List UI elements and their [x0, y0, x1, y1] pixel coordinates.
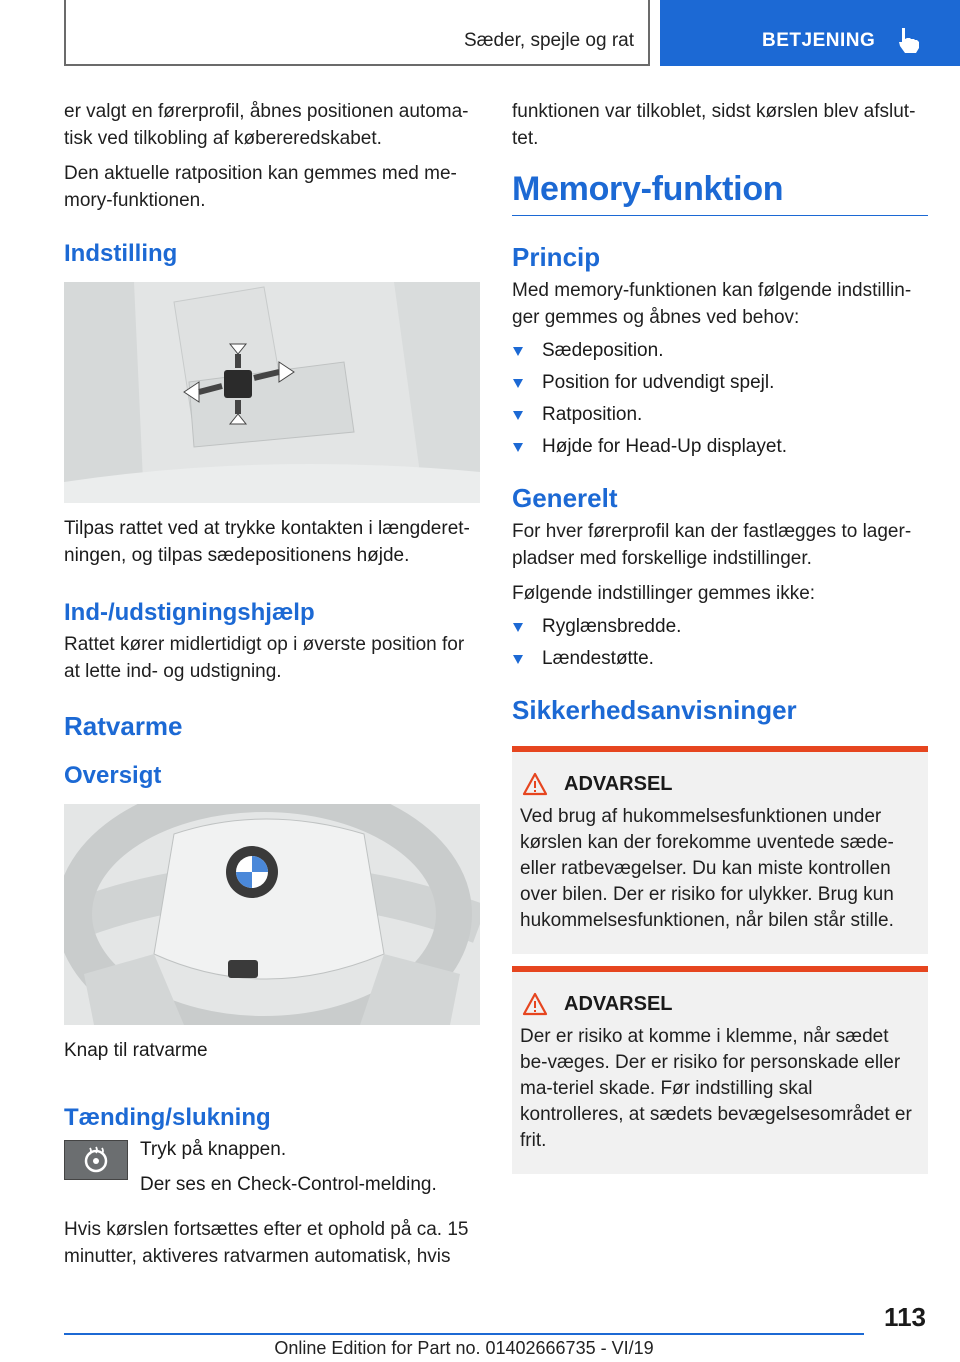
warning-text: Der er risiko at komme i klemme, når sædet be-væges. Der er risiko for personskade eller ma-teriel skade. Før indstilling skal kontrolleres, at sædets bevægelsesområdet er frit. — [520, 1026, 912, 1151]
steering-wheel-image — [64, 804, 480, 1025]
generelt-paragraph-1: For hver førerprofil kan der fastlægges to lager-pladser med forskellige indstillinger. — [512, 521, 912, 569]
right-column — [512, 98, 928, 1174]
intro-paragraph-1: er valgt en førerprofil, åbnes positionen automa-tisk ved tilkobling af købereredskabet. — [64, 101, 469, 149]
closing-paragraph: Hvis kørslen fortsættes efter et ophold på ca. 15 minutter, aktiveres ratvarmen automatisk, hvis — [64, 1219, 469, 1267]
chapter-title: BETJENING — [762, 30, 876, 51]
princip-paragraph: Med memory-funktionen kan følgende indstillin-ger gemmes og åbnes ved behov: — [512, 280, 912, 328]
heading-taending: Tænding/slukning — [64, 1104, 271, 1131]
heading-memory-funktion: Memory-funktion — [512, 170, 928, 216]
list-item: Sædeposition. — [512, 335, 928, 367]
list-item: Ratposition. — [512, 399, 928, 431]
heading-ratvarme: Ratvarme — [64, 711, 183, 741]
princip-list — [512, 335, 928, 463]
warning-triangle-icon — [522, 992, 548, 1016]
steering-column-adjust-image — [64, 282, 480, 503]
bullet-triangle-icon — [513, 379, 523, 388]
list-item: Ryglænsbredde. — [512, 611, 928, 643]
generelt-list — [512, 611, 928, 675]
section-title: Sæder, spejle og rat — [463, 30, 634, 51]
warning-label: ADVARSEL — [564, 772, 673, 795]
page-number: 113 — [884, 1302, 926, 1332]
heading-ind-udstigning: Ind-/udstigningshjælp — [64, 599, 315, 626]
warning-box-2 — [512, 966, 928, 1174]
heading-indstilling: Indstilling — [64, 240, 178, 267]
generelt-paragraph-2: Følgende indstillinger gemmes ikke: — [512, 583, 816, 604]
left-column — [64, 98, 480, 1278]
bullet-triangle-icon — [513, 655, 523, 664]
list-item: Højde for Head-Up displayet. — [512, 431, 928, 463]
caption-oversigt: Knap til ratvarme — [64, 1040, 208, 1061]
intro-paragraph-2: Den aktuelle ratposition kan gemmes med me-mory-funktionen. — [64, 163, 457, 211]
pointing-hand-icon — [896, 26, 922, 54]
bullet-triangle-icon — [513, 443, 523, 452]
heading-oversigt: Oversigt — [64, 762, 162, 789]
heading-princip: Princip — [512, 242, 601, 272]
footer-rule — [64, 1333, 864, 1335]
bullet-triangle-icon — [513, 623, 523, 632]
ind-ud-paragraph: Rattet kører midlertidigt op i øverste position for at lette ind- og udstigning. — [64, 634, 465, 682]
heated-wheel-step — [64, 1136, 480, 1206]
header-chapter-box — [660, 0, 960, 66]
list-item: Position for udvendigt spejl. — [512, 367, 928, 399]
step-check-control: Der ses en Check-Control-melding. — [140, 1174, 437, 1195]
list-item: Lændestøtte. — [512, 643, 928, 675]
bullet-triangle-icon — [513, 411, 523, 420]
heated-steering-wheel-button[interactable] — [64, 1140, 128, 1180]
caption-indstilling: Tilpas rattet ved at trykke kontakten i længderet-ningen, og tilpas sædepositionens højde. — [64, 518, 470, 566]
step-press-button: Tryk på knappen. — [140, 1139, 287, 1160]
heated-steering-wheel-icon — [81, 1145, 111, 1175]
warning-text: Ved brug af hukommelsesfunktionen under kørslen kan der forekomme uventede sæde- eller ratbevægelser. Du kan miste kontrollen over bilen. Der er risiko for ulykker. Brug kun hukommelsesfunktionen, når bilen står stille. — [520, 806, 894, 931]
heading-sikkerhedsanvisninger: Sikkerhedsanvisninger — [512, 695, 797, 725]
warning-label: ADVARSEL — [564, 992, 673, 1015]
heading-generelt: Generelt — [512, 483, 618, 513]
continued-paragraph: funktionen var tilkoblet, sidst kørslen blev afslut-tet. — [512, 101, 916, 149]
edition-footer: Online Edition for Part no. 01402666735 - VI/19 — [274, 1338, 654, 1358]
header-section-box — [64, 0, 650, 66]
warning-triangle-icon — [522, 772, 548, 796]
bullet-triangle-icon — [513, 347, 523, 356]
warning-box-1 — [512, 746, 928, 954]
